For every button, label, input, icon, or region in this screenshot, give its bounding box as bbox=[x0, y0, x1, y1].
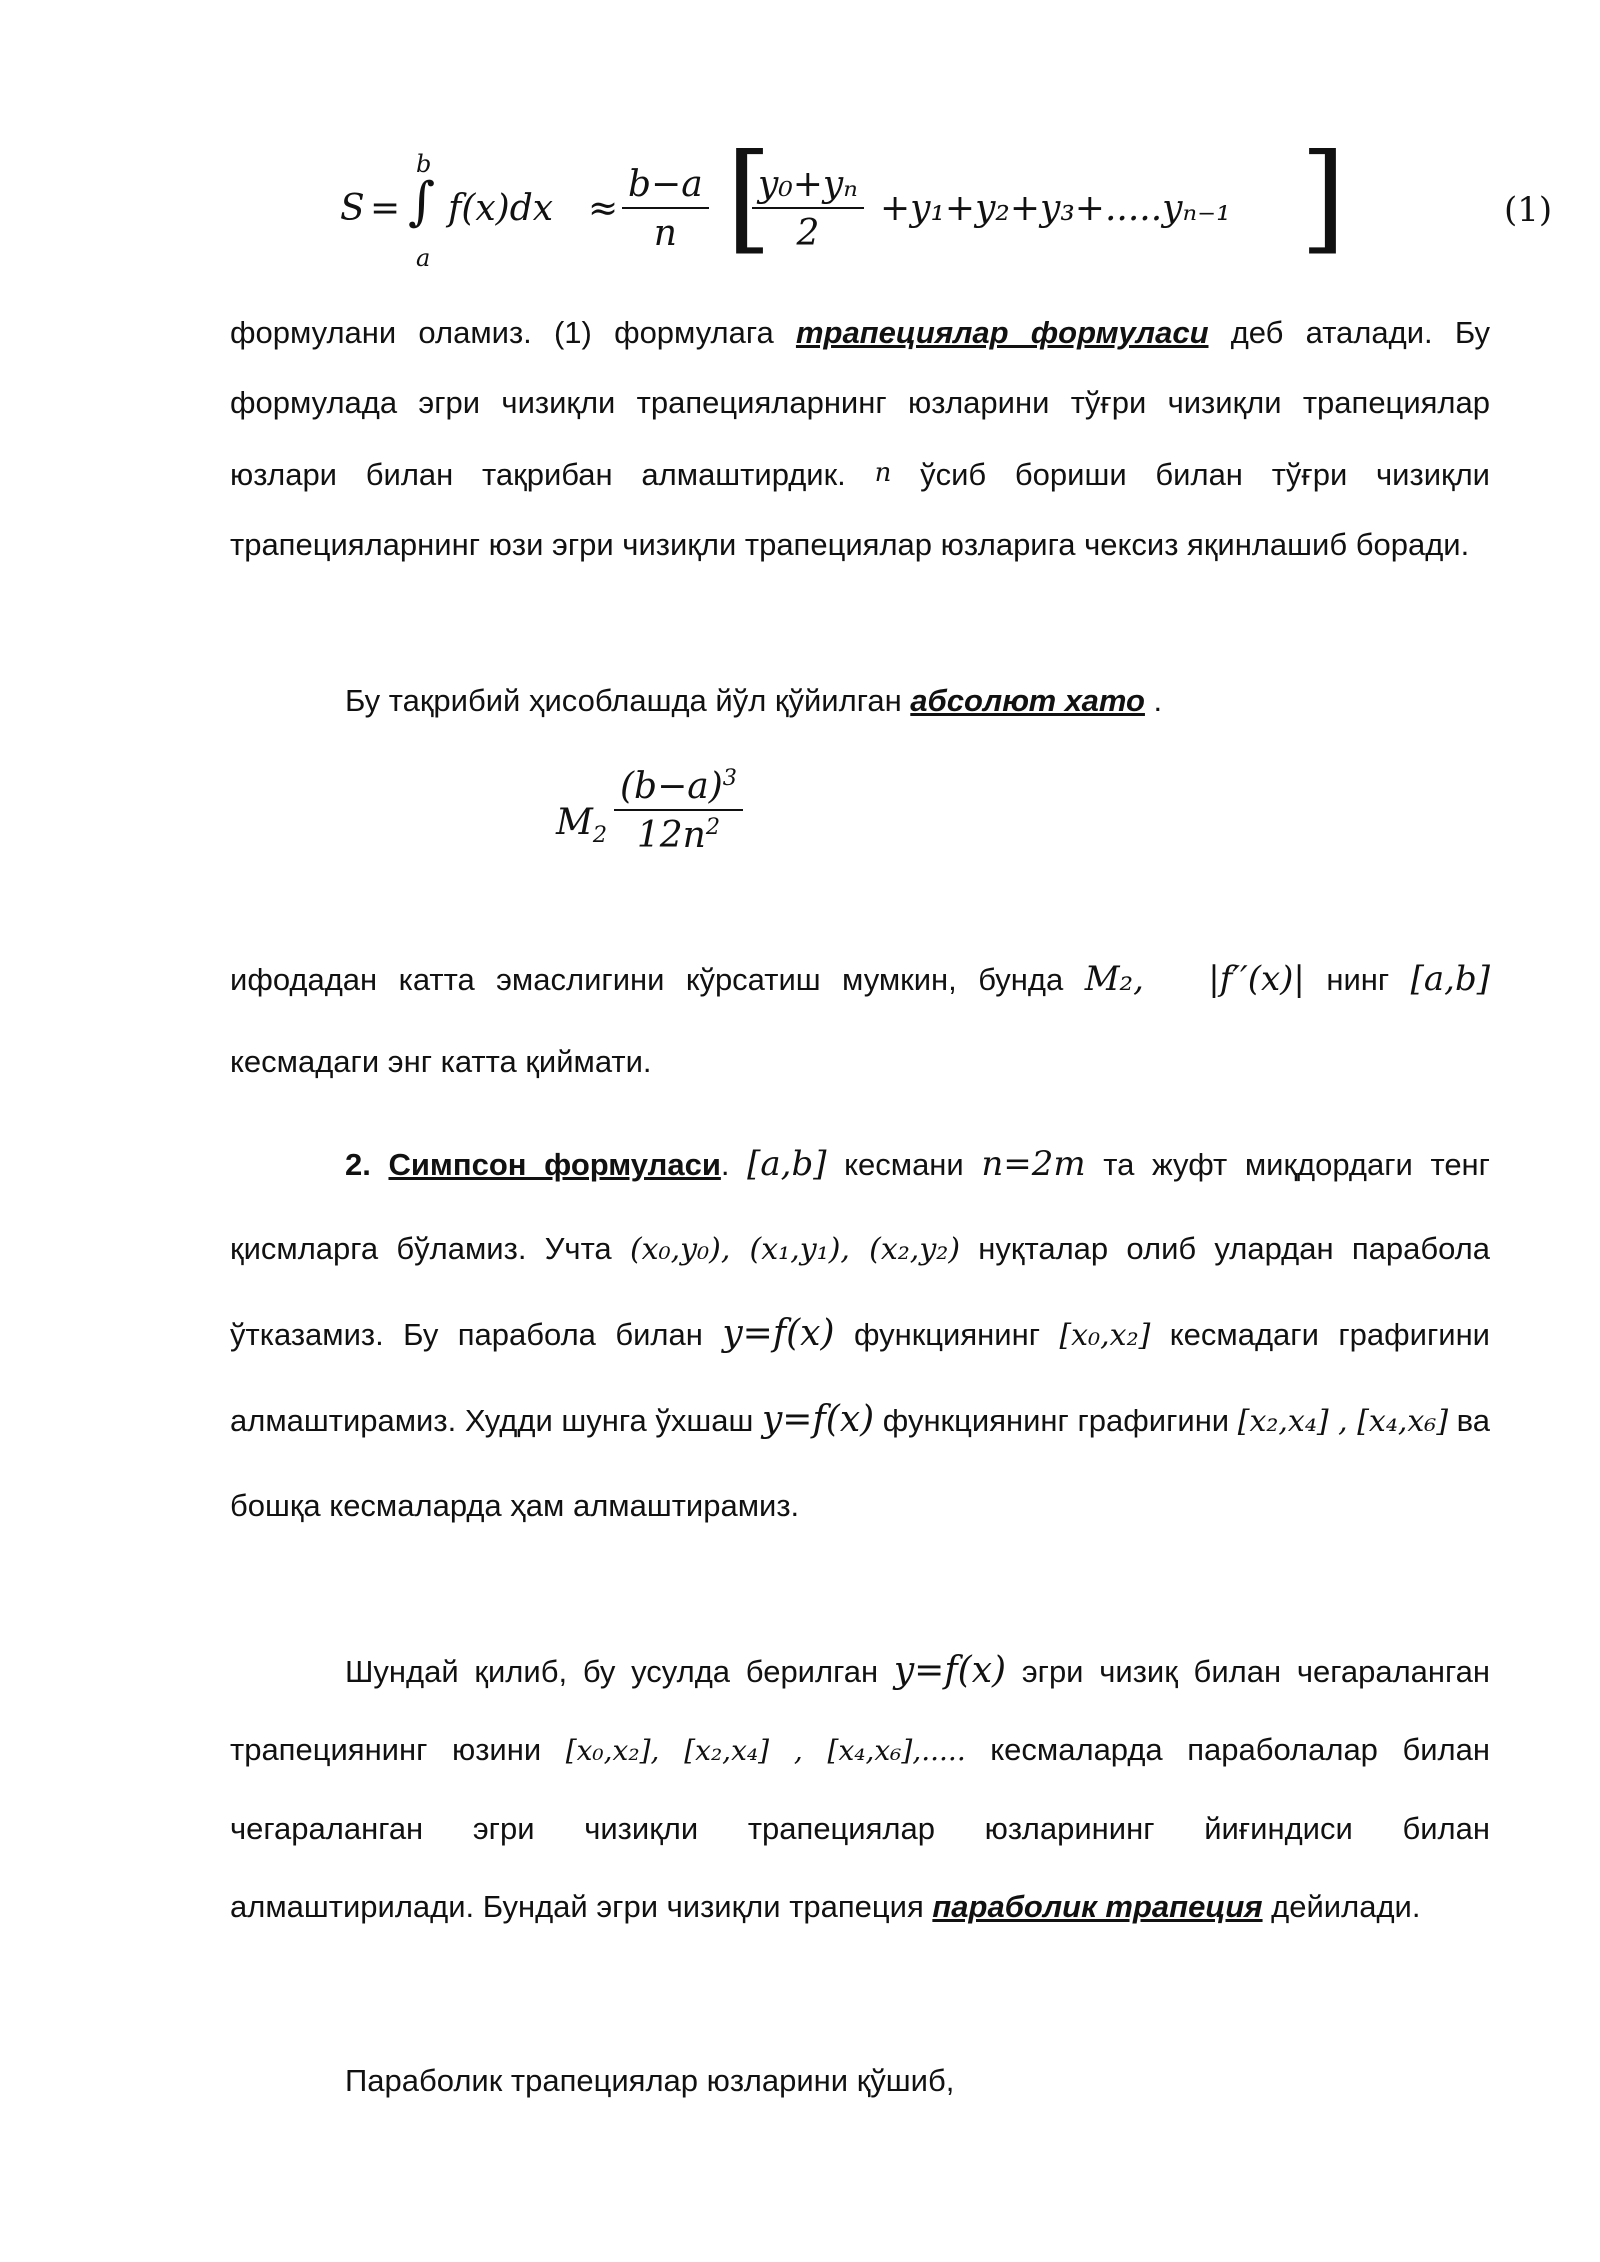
paragraph-max-value bbox=[230, 938, 1490, 1103]
text: кесмаларда параболалар билан чегараланган эгри чизиқли трапециялар юзларининг йиғиндиси билан алмаштирилади. Бундай эгри чизиқли трапеция bbox=[230, 1732, 1490, 1924]
interval-a-b: [a,b] bbox=[1410, 959, 1490, 999]
paragraph-parabolic-trapezoid bbox=[230, 1632, 1490, 1946]
denominator-power: 2 bbox=[705, 814, 721, 840]
segments-list: [x₀,x₂], [x₂,x₄] , [x₄,x₆],..... bbox=[565, 1734, 966, 1767]
text: функциянинг графигини bbox=[874, 1403, 1238, 1438]
section-number: 2. bbox=[345, 1147, 371, 1182]
formula-tail: +y₁+y₂+y₃+.....yₙ₋₁ bbox=[880, 188, 1231, 229]
approx-sign: ≈ bbox=[588, 188, 619, 229]
term-parabolic-trapezoid: параболик трапеция bbox=[932, 1889, 1263, 1924]
text: нуқталар олиб улардан парабола ўтказамиз. Бу парабола билан bbox=[230, 1231, 1490, 1352]
term-absolute-error: абсолют хато bbox=[910, 683, 1145, 718]
formula-number: (1) bbox=[1504, 190, 1553, 230]
interval-a-b: [a,b] bbox=[747, 1144, 827, 1184]
text: дейилади. bbox=[1262, 1889, 1421, 1924]
m-letter: M bbox=[556, 802, 593, 843]
error-denominator bbox=[637, 811, 720, 856]
segment-x0-x2: [x₀,x₂] bbox=[1059, 1318, 1151, 1353]
text: ва бошқа кесмаларда ҳам алмаштирамиз. bbox=[230, 1403, 1491, 1523]
formula-trapezoid bbox=[340, 128, 1347, 280]
text: деб аталади. Бу формулада эгри чизиқли трапецияларнинг юзларини тўғри чизиқли трапециялар юзлари билан тақрибан алмаштирдик. bbox=[230, 315, 1490, 492]
left-bracket: [ bbox=[726, 128, 773, 266]
m2-symbol: M₂, bbox=[1084, 959, 1144, 999]
fraction-numerator: b−a bbox=[622, 164, 709, 209]
integral-lower-limit: a bbox=[416, 244, 431, 272]
error-fraction bbox=[614, 766, 743, 856]
equals-sign: = bbox=[370, 188, 401, 229]
denominator-text: 12n bbox=[636, 815, 706, 856]
text: функциянинг bbox=[834, 1317, 1060, 1352]
fraction-y0-plus-yn-over-2 bbox=[752, 164, 864, 254]
numerator-power: 3 bbox=[722, 765, 737, 791]
inner-denominator: 2 bbox=[796, 213, 820, 254]
text: кесмани bbox=[826, 1147, 982, 1182]
function-y-f-x: y=f(x) bbox=[761, 1399, 875, 1440]
paragraph-sum-areas bbox=[230, 2046, 1490, 2116]
formula-lhs: S bbox=[340, 188, 365, 229]
integral-sign: ∫ bbox=[408, 172, 436, 232]
right-bracket: ] bbox=[1300, 128, 1347, 266]
numerator-text: (b−a) bbox=[620, 766, 723, 807]
term-trapezoid-formula: трапециялар формуласи bbox=[795, 315, 1209, 350]
text: Бу тақрибий ҳисоблашда йўл қўйилган bbox=[345, 683, 911, 718]
three-points: (x₀,y₀), (x₁,y₁), (x₂,y₂) bbox=[629, 1232, 961, 1267]
text: . bbox=[720, 1147, 748, 1182]
text: формулани оламиз. (1) формулага bbox=[230, 315, 796, 350]
text: кесмадаги энг катта қиймати. bbox=[230, 1044, 652, 1079]
integrand: f(x)dx bbox=[448, 188, 554, 229]
abs-second-derivative: |f′′(x)| bbox=[1208, 959, 1305, 999]
text: та жуфт миқдордаги тенг қисмларга бўламиз. Учта bbox=[230, 1147, 1490, 1266]
text: нинг bbox=[1304, 962, 1411, 997]
fraction-b-minus-a-over-n bbox=[622, 164, 709, 254]
eq-n-2m: n=2m bbox=[981, 1144, 1086, 1184]
paragraph-simpson bbox=[230, 1122, 1490, 1548]
function-y-f-x: y=f(x) bbox=[893, 1650, 1007, 1691]
text: Шундай қилиб, бу усулда берилган bbox=[345, 1654, 894, 1689]
text: эгри чизиқ билан чегараланган трапециянинг юзини bbox=[230, 1654, 1491, 1767]
m-symbol bbox=[556, 802, 608, 849]
segments-x2-x6: [x₂,x₄] , [x₄,x₆] bbox=[1237, 1404, 1449, 1439]
inner-numerator: y₀+yₙ bbox=[752, 164, 864, 209]
term-simpson-formula: Симпсон формуласи bbox=[388, 1147, 721, 1182]
text: ифодадан катта эмаслигини кўрсатиш мумкин, бунда bbox=[230, 962, 1085, 997]
function-y-f-x: y=f(x) bbox=[722, 1313, 835, 1354]
formula-error-bound bbox=[556, 766, 776, 876]
text: Параболик трапециялар юзларини қўшиб, bbox=[345, 2063, 955, 2098]
text: ўсиб бориши билан тўғри чизиқли трапецияларнинг юзи эгри чизиқли трапециялар юзларига чексиз яқинлашиб боради. bbox=[230, 457, 1490, 562]
fraction-denominator: n bbox=[653, 213, 677, 254]
error-numerator bbox=[614, 766, 743, 811]
text: . bbox=[1144, 683, 1163, 718]
var-n: n bbox=[874, 458, 892, 488]
paragraph-trapezoid-formula bbox=[230, 298, 1490, 580]
text: кесмадаги графигини алмаштирамиз. Худди шунга ўхшаш bbox=[230, 1317, 1491, 1438]
m-subscript: 2 bbox=[592, 822, 608, 849]
paragraph-absolute-error bbox=[230, 666, 1490, 736]
integral-upper-limit: b bbox=[416, 150, 432, 178]
